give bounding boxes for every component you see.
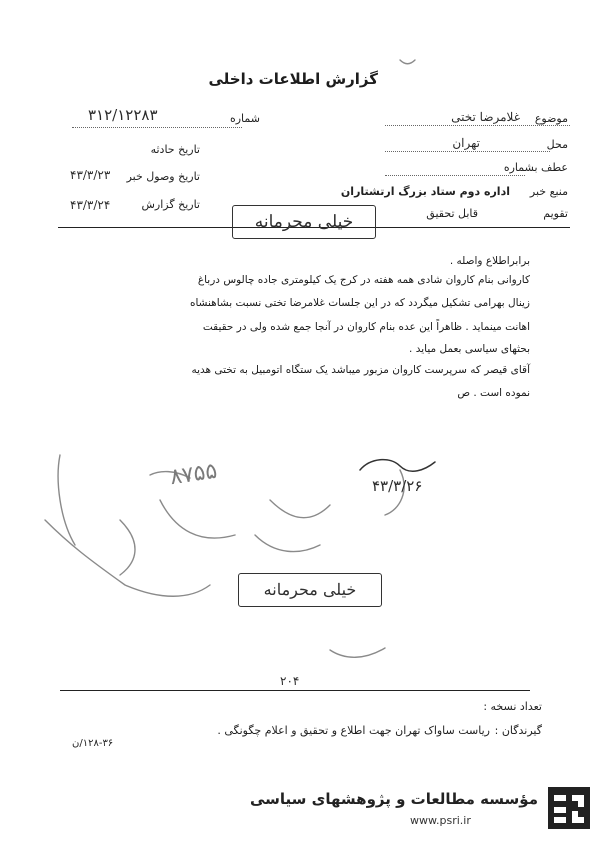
form-code: ۱۲۸-۳۶/ن [72, 738, 114, 749]
institute-logo-icon [548, 787, 590, 829]
body-line-3: زینال بهرامی تشکیل میگردد که در این جلسات غلامرضا تختی نسبت بشاهنشاه [189, 297, 530, 309]
institute-name: مؤسسه مطالعات و پژوهشهای سیاسی [249, 790, 538, 808]
body-line-4: اهانت مینماید . ظاهراً این عده بنام کاروان در آنجا جمع شده ولی در حقیقت [202, 321, 530, 333]
report-date-label: تاریخ گزارش [141, 198, 200, 211]
body-line-7: نموده است . ص [457, 387, 530, 399]
assessment-label: تقویم [543, 207, 568, 220]
subject-label: موضوع [534, 112, 568, 125]
reference-label: عطف بشماره [503, 161, 568, 174]
report-date-value: ۴۳/۳/۲۴ [70, 198, 111, 212]
middle-confidential-stamp: خیلی محرمانه [238, 573, 382, 607]
subject-value: غلامرضا تختی [451, 110, 520, 124]
source-value: اداره دوم ستاد بزرگ ارتشتاران [340, 185, 510, 198]
assessment-value: قابل تحقیق [426, 207, 478, 220]
report-title: گزارش اطلاعات داخلی [208, 70, 378, 88]
news-received-label: تاریخ وصول خبر [126, 170, 200, 183]
news-received-value: ۴۳/۳/۲۳ [70, 168, 111, 182]
page-reference: ۲۰۴ [280, 674, 300, 688]
source-label: منبع خبر [529, 185, 568, 198]
body-line-2: کاروانی بنام کاروان شادی همه هفته در کرج یک کیلومتری جاده چالوس درباغ [197, 274, 530, 286]
institute-website: www.psri.ir [410, 814, 471, 827]
body-line-5: بحثهای سیاسی بعمل میاید . [409, 343, 530, 355]
body-line-6: آقای قیصر که سرپرست کاروان مزبور میباشد یک ستگاه اتومبیل به تختی هدیه [191, 364, 530, 376]
place-value: تهران [452, 136, 480, 150]
number-value: ۳۱۲/۱۲۲۸۳ [88, 106, 158, 124]
handwritten-note-number: ۸۷۵۵ [168, 458, 219, 491]
recipients-value: ریاست ساواک تهران جهت اطلاع و تحقیق و اعلام چگونگی . [217, 724, 490, 737]
incident-date-label: تاریخ حادثه [150, 143, 200, 156]
recipients-label: گیرندگان : [494, 724, 542, 737]
number-label: شماره [229, 112, 260, 125]
copies-label: تعداد نسخه : [483, 700, 542, 713]
top-confidential-stamp: خیلی محرمانه [232, 205, 376, 239]
handwritten-signature-date: ۴۳/۳/۲۶ [372, 477, 423, 495]
body-line-1: برابراطلاع واصله . [449, 255, 530, 267]
place-label: محل [546, 138, 568, 151]
footer-rule [60, 690, 530, 691]
